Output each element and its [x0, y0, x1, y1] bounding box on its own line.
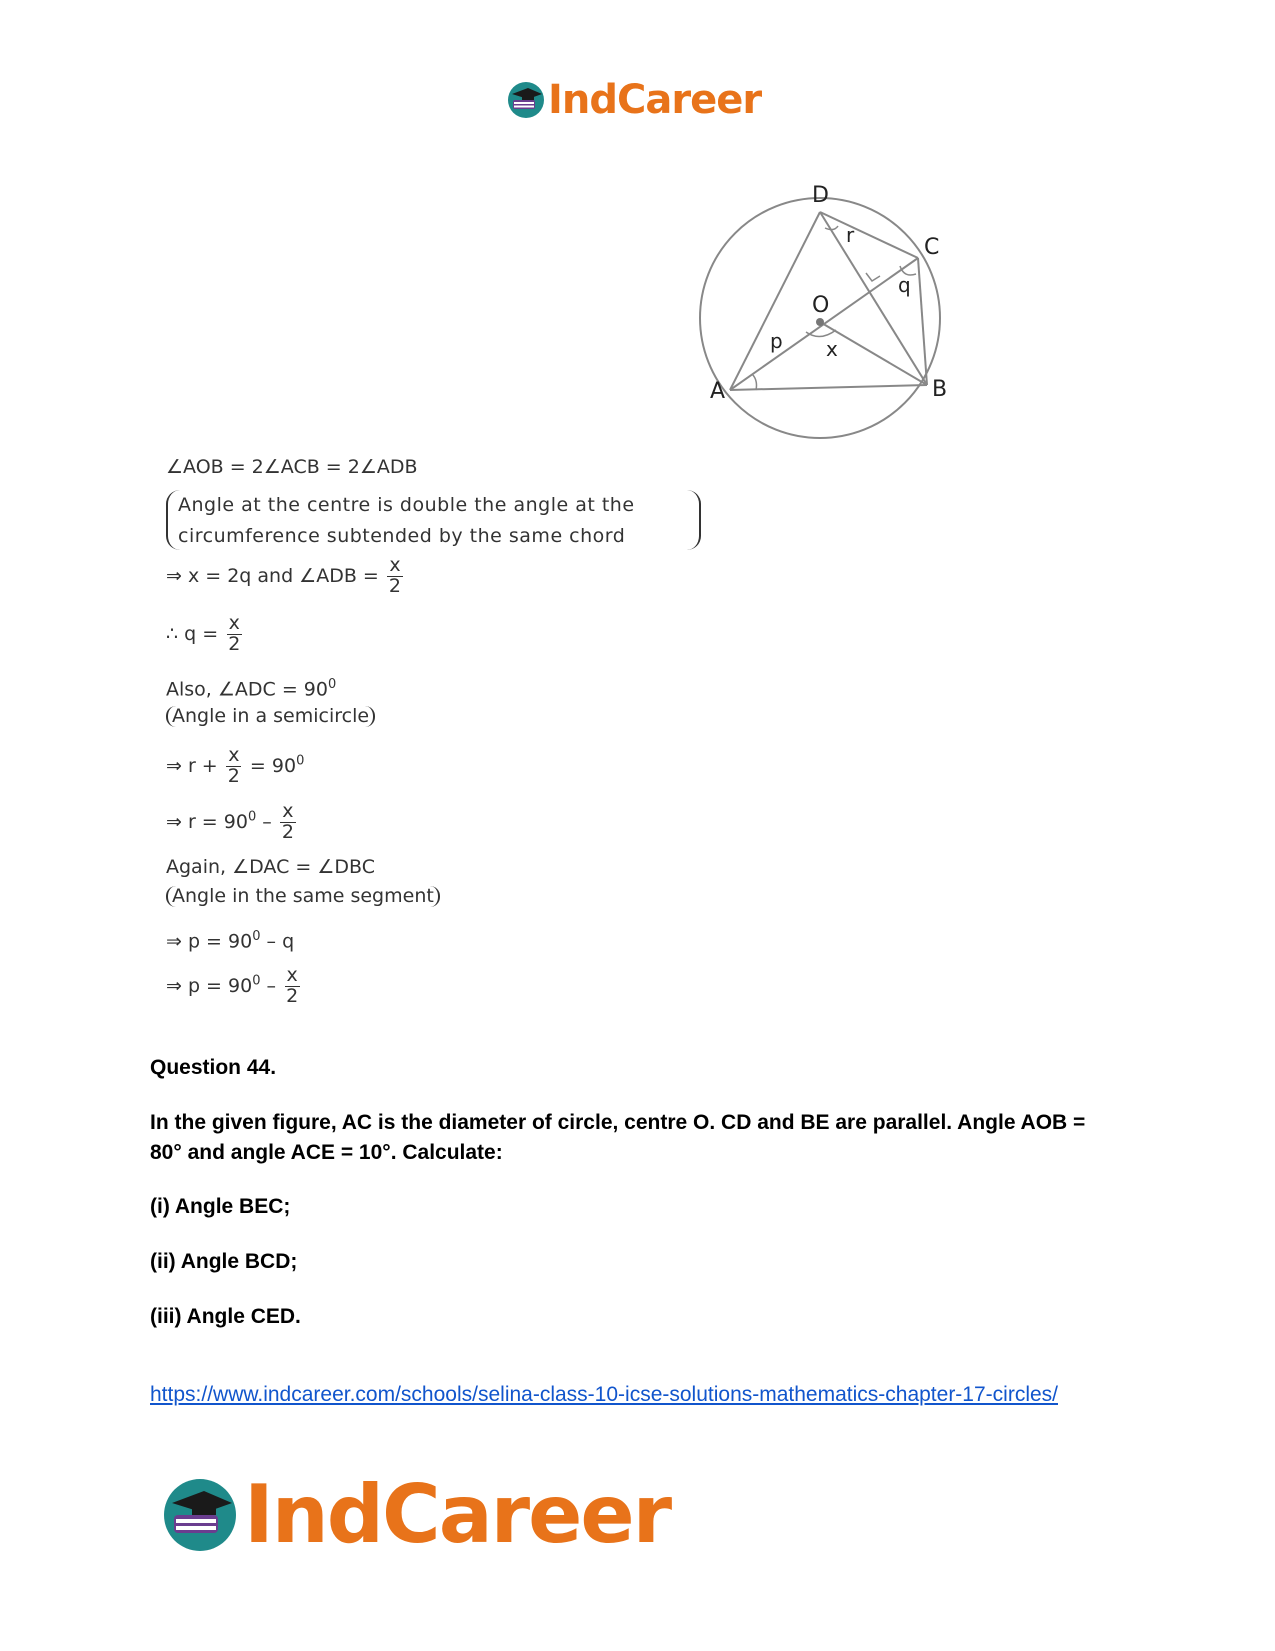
reason-text: Angle in a semicircle: [166, 706, 375, 727]
equation-text: = 90: [249, 754, 297, 777]
degree: 0: [247, 809, 257, 825]
numerator: x: [228, 744, 240, 766]
line-AB: [730, 385, 927, 390]
denominator: 2: [227, 764, 240, 787]
graduation-cap-book-icon: [160, 1475, 240, 1555]
denominator: 2: [388, 574, 401, 597]
solution-line-1: [166, 458, 418, 477]
minus-sign: –: [262, 810, 272, 833]
label-q: q: [898, 273, 911, 297]
equation-text: ∴ q =: [166, 622, 219, 645]
denominator: 2: [281, 820, 294, 843]
circle-figure: [710, 180, 978, 440]
centre-dot: [816, 318, 824, 326]
fraction: [284, 966, 300, 1007]
fraction: [280, 802, 296, 843]
graduation-cap-book-icon: [506, 80, 546, 120]
reason-text: circumference subtended by the same chord: [178, 525, 626, 547]
equation-text: ⇒ r = 90: [166, 810, 248, 833]
reason-3: [166, 886, 440, 907]
label-C: C: [924, 235, 940, 260]
solution-line-8: [166, 930, 294, 951]
minus-sign: –: [266, 974, 277, 997]
angle-arc-r: [825, 226, 838, 230]
numerator: x: [389, 554, 401, 576]
degree: 0: [327, 677, 337, 692]
reason-box-1: [166, 490, 701, 550]
numerator: x: [286, 964, 298, 986]
angle-arc-p: [752, 374, 757, 390]
label-r: r: [846, 223, 855, 247]
line-AD: [730, 212, 820, 390]
label-B: B: [932, 377, 948, 402]
reason-text: Angle in the same segment: [166, 886, 440, 907]
solution-line-7: [166, 858, 375, 877]
equation-text: – q: [266, 930, 295, 953]
question-part-iii: (iii) Angle CED.: [150, 1305, 301, 1328]
reason-text: Angle at the centre is double the angle at the: [178, 494, 635, 516]
question-title: Question 44.: [150, 1056, 277, 1079]
solution-line-9: [166, 966, 302, 1007]
fraction: [226, 746, 242, 787]
fraction: [226, 614, 242, 655]
equation-text: ⇒ r +: [166, 754, 218, 777]
reason-2: [166, 706, 375, 727]
denominator: 2: [228, 632, 241, 655]
label-x: x: [826, 337, 838, 361]
logo-text: IndCareer: [548, 77, 762, 123]
question-part-ii: (ii) Angle BCD;: [150, 1250, 298, 1273]
equation-text: ⇒ x = 2q and ∠ADB =: [166, 564, 379, 587]
equation-text: Again, ∠DAC = ∠DBC: [166, 856, 375, 878]
degree: 0: [252, 929, 261, 944]
question-text: In the given figure, AC is the diameter of circle, centre O. CD and BE are parallel. Angle AOB = 80° and angle ACE = 10°. Calculate:: [150, 1111, 1086, 1164]
numerator: x: [282, 800, 294, 822]
solution-line-4: [166, 678, 336, 699]
question-part-i: (i) Angle BEC;: [150, 1195, 291, 1218]
fraction: [387, 556, 403, 597]
label-A: A: [710, 379, 726, 404]
solution-line-6: [166, 802, 298, 843]
degree: 0: [252, 973, 261, 989]
denominator: 2: [286, 984, 299, 1007]
source-link[interactable]: https://www.indcareer.com/schools/selina-class-10-icse-solutions-mathematics-chapter-17-circles/: [150, 1383, 1058, 1406]
solution-line-5: [166, 746, 304, 787]
line-CB: [918, 258, 927, 385]
numerator: x: [228, 612, 240, 634]
solution-line-3: [166, 614, 244, 655]
equation-text: ⇒ p = 90: [166, 974, 253, 997]
equation-text: Also, ∠ADC = 90: [166, 678, 328, 701]
degree: 0: [296, 753, 305, 769]
logo-text: IndCareer: [244, 1468, 671, 1561]
footer-logo: [160, 1468, 671, 1561]
label-O: O: [812, 293, 830, 318]
equation-text: ∠AOB = 2∠ACB = 2∠ADB: [166, 456, 418, 478]
solution-line-2: [166, 556, 405, 597]
equation-text: ⇒ p = 90: [166, 930, 253, 953]
right-angle-mark: [866, 273, 880, 281]
label-D: D: [812, 183, 829, 208]
header-logo: [506, 77, 762, 123]
label-p: p: [770, 329, 783, 353]
